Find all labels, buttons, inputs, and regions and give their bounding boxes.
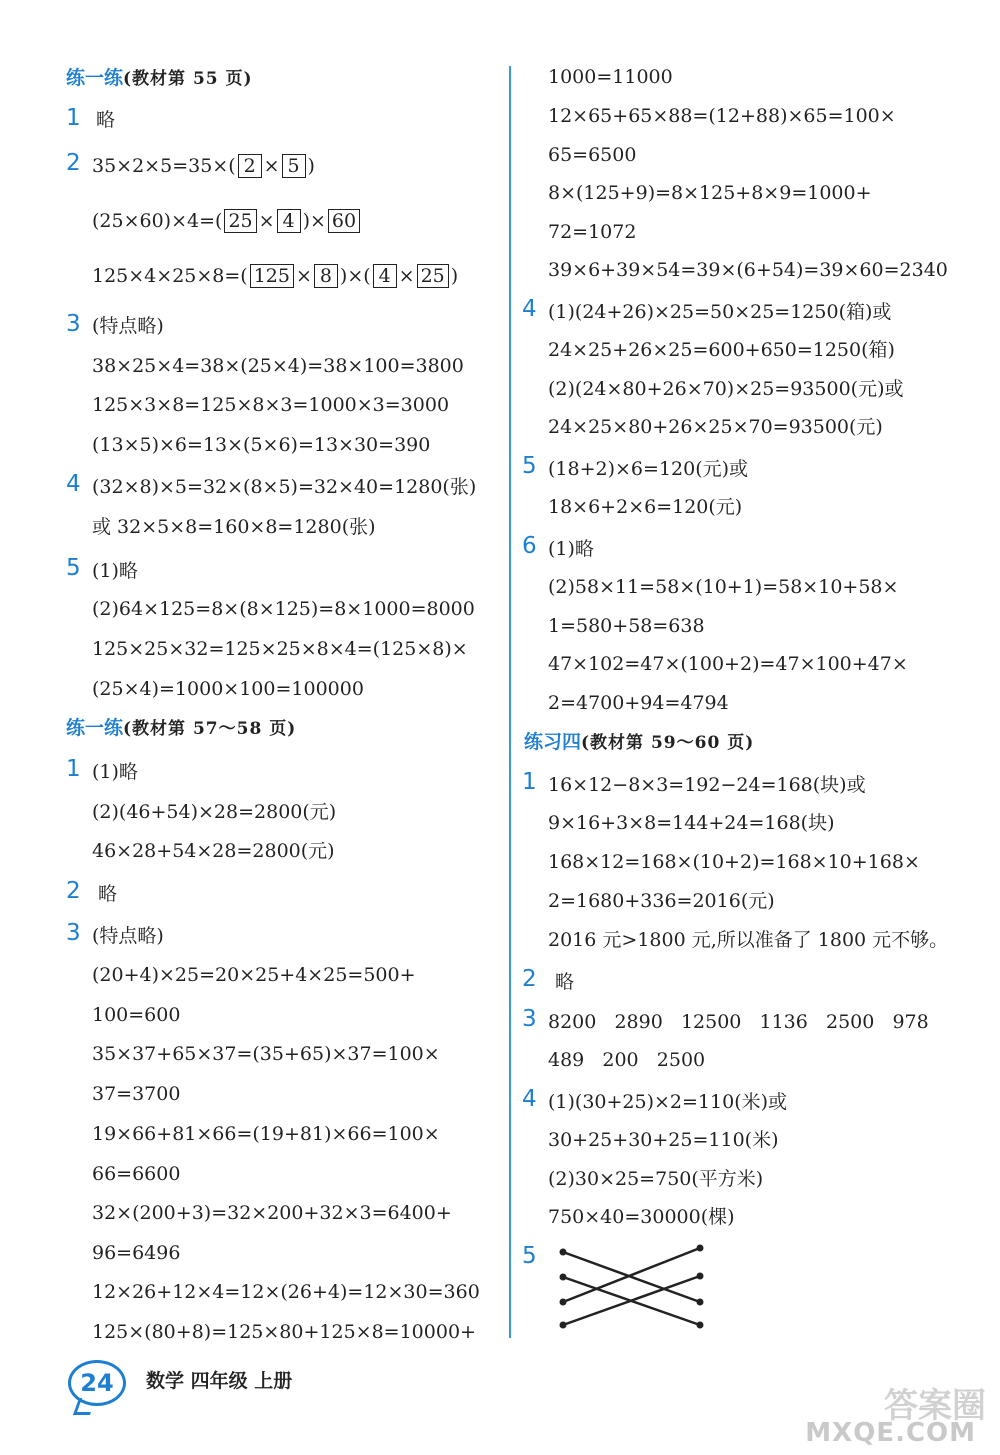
match-dot: [697, 1273, 704, 1280]
speech-bubble-tail-icon: [73, 1398, 96, 1415]
match-dot: [697, 1322, 704, 1329]
section-header-3: [524, 730, 754, 755]
answer-box: 2: [238, 154, 262, 178]
answer-line: (1)(24+26)×25=50×25=1250(箱)或: [548, 301, 892, 323]
match-dot: [560, 1299, 567, 1306]
answer-line: 30+25+30+25=110(米): [548, 1129, 779, 1151]
match-dot: [697, 1245, 704, 1252]
answer-box: 8: [314, 264, 338, 288]
answer-line: (18+2)×6=120(元)或: [548, 458, 749, 480]
answer-box: 25: [224, 209, 256, 233]
question-number: 4: [522, 296, 537, 322]
answer-line: 39×6+39×54=39×(6+54)=39×60=2340: [548, 259, 948, 281]
answer-line: 或 32×5×8=160×8=1280(张): [92, 516, 376, 538]
answer-line: 96=6496: [92, 1242, 181, 1264]
question-number: 5: [522, 453, 537, 479]
match-dot: [560, 1249, 567, 1256]
answer-line: 47×102=47×(100+2)=47×100+47×: [548, 653, 908, 675]
answer-line: 32×(200+3)=32×200+32×3=6400+: [92, 1202, 452, 1224]
answer-box: 125: [250, 264, 294, 288]
answer-line: (20+4)×25=20×25+4×25=500+: [92, 964, 416, 986]
section-subtitle: (教材第 59～60 页): [581, 733, 755, 753]
answer-line: 1=580+58=638: [548, 615, 705, 637]
section-title: 练习四: [524, 731, 582, 753]
answer-line: 46×28+54×28=2800(元): [92, 840, 335, 862]
book-title: 数学 四年级 上册: [146, 1370, 293, 1392]
question-number: 2: [66, 878, 81, 904]
answer-line: (2)(46+54)×28=2800(元): [92, 801, 337, 823]
answer-box: 4: [373, 264, 397, 288]
question-number: 2: [522, 966, 537, 992]
section-subtitle: (教材第 57～58 页): [123, 719, 297, 739]
answer-line: 2=1680+336=2016(元): [548, 890, 775, 912]
answer-box: 60: [328, 209, 360, 233]
answer-line: (25×4)=1000×100=100000: [92, 678, 364, 700]
question-number: 1: [66, 105, 81, 131]
answer-line: (2)58×11=58×(10+1)=58×10+58×: [548, 576, 899, 598]
answer-line: (2)30×25=750(平方米): [548, 1168, 764, 1190]
answer-line-boxed: 35×2×5=35×( 2 × 5 ): [92, 155, 315, 177]
match-dot: [560, 1274, 567, 1281]
answer-line: 12×65+65×88=(12+88)×65=100×: [548, 105, 896, 127]
answer-line: (1)略: [92, 560, 138, 582]
answer-line: (1)略: [92, 761, 138, 783]
question-number: 4: [522, 1086, 537, 1112]
answer-line: 125×3×8=125×8×3=1000×3=3000: [92, 394, 450, 416]
answer-line: 38×25×4=38×(25×4)=38×100=3800: [92, 355, 464, 377]
question-number: 3: [66, 311, 81, 337]
column-divider: [509, 66, 511, 1338]
answer-line: 8200 2890 12500 1136 2500 978: [548, 1011, 929, 1033]
watermark-url: MXQE.COM: [805, 1418, 976, 1448]
answer-line: 24×25+26×25=600+650=1250(箱): [548, 339, 895, 361]
watermark-logo: 答案圈: [884, 1386, 986, 1426]
answer-box: 4: [277, 209, 301, 233]
answer-line: 略: [555, 971, 575, 993]
match-dot: [697, 1299, 704, 1306]
answer-line: (特点略): [92, 925, 164, 947]
answer-line: 168×12=168×(10+2)=168×10+168×: [548, 851, 920, 873]
question-number: 5: [522, 1243, 537, 1269]
question-number: 3: [522, 1006, 537, 1032]
section-header-1: [66, 66, 253, 91]
question-number: 4: [66, 471, 81, 497]
answer-line: 2016 元>1800 元,所以准备了 1800 元不够。: [548, 929, 949, 951]
answer-line: 12×26+12×4=12×(26+4)=12×30=360: [92, 1281, 480, 1303]
answer-line: 66=6600: [92, 1163, 181, 1185]
answer-line: 37=3700: [92, 1083, 181, 1105]
answer-line: (32×8)×5=32×(8×5)=32×40=1280(张): [92, 476, 477, 498]
answer-line: 8×(125+9)=8×125+8×9=1000+: [548, 182, 872, 204]
answer-line: 65=6500: [548, 144, 637, 166]
answer-line: 489 200 2500: [548, 1049, 706, 1071]
answer-line: 16×12−8×3=192−24=168(块)或: [548, 774, 866, 796]
answer-line-boxed: (25×60)×4=( 25 × 4 )× 60: [92, 209, 362, 233]
answer-line: 略: [98, 883, 118, 905]
answer-line: 750×40=30000(棵): [548, 1206, 735, 1228]
answer-line: (2)(24×80+26×70)×25=93500(元)或: [548, 378, 904, 400]
answer-line: 72=1072: [548, 221, 637, 243]
question-number: 6: [522, 533, 537, 559]
matching-lines-figure: [555, 1240, 715, 1350]
answer-line: (特点略): [92, 315, 164, 337]
question-number: 1: [522, 769, 537, 795]
section-title: 练一练: [66, 67, 124, 89]
section-header-2: [66, 716, 296, 741]
answer-line: 18×6+2×6=120(元): [548, 496, 743, 518]
answer-line: (2)64×125=8×(8×125)=8×1000=8000: [92, 598, 475, 620]
answer-line-boxed: 125×4×25×8=( 125 × 8 )×( 4 × 25 ): [92, 265, 459, 287]
section-subtitle: (教材第 55 页): [123, 69, 253, 89]
answer-line: 125×25×32=125×25×8×4=(125×8)×: [92, 638, 468, 660]
answer-line: 125×(80+8)=125×80+125×8=10000+: [92, 1321, 476, 1343]
answer-line: (13×5)×6=13×(5×6)=13×30=390: [92, 434, 431, 456]
answer-box: 5: [282, 154, 306, 178]
answer-line: 24×25×80+26×25×70=93500(元): [548, 416, 883, 438]
answer-line: 2=4700+94=4794: [548, 692, 729, 714]
question-number: 2: [66, 150, 81, 176]
section-title: 练一练: [66, 717, 124, 739]
question-number: 3: [66, 920, 81, 946]
question-number: 5: [66, 555, 81, 581]
answer-line: (1)略: [548, 538, 594, 560]
match-dot: [560, 1322, 567, 1329]
question-number: 1: [66, 756, 81, 782]
answer-line: 19×66+81×66=(19+81)×66=100×: [92, 1123, 440, 1145]
answer-line: 35×37+65×37=(35+65)×37=100×: [92, 1043, 440, 1065]
answer-line: 1000=11000: [548, 66, 673, 88]
answer-line: (1)(30+25)×2=110(米)或: [548, 1091, 788, 1113]
answer-line: 9×16+3×8=144+24=168(块): [548, 812, 835, 834]
answer-box: 25: [417, 264, 449, 288]
answer-line: 100=600: [92, 1004, 181, 1026]
page-number-bubble: 24: [68, 1360, 126, 1406]
answer-line: 略: [96, 109, 116, 131]
